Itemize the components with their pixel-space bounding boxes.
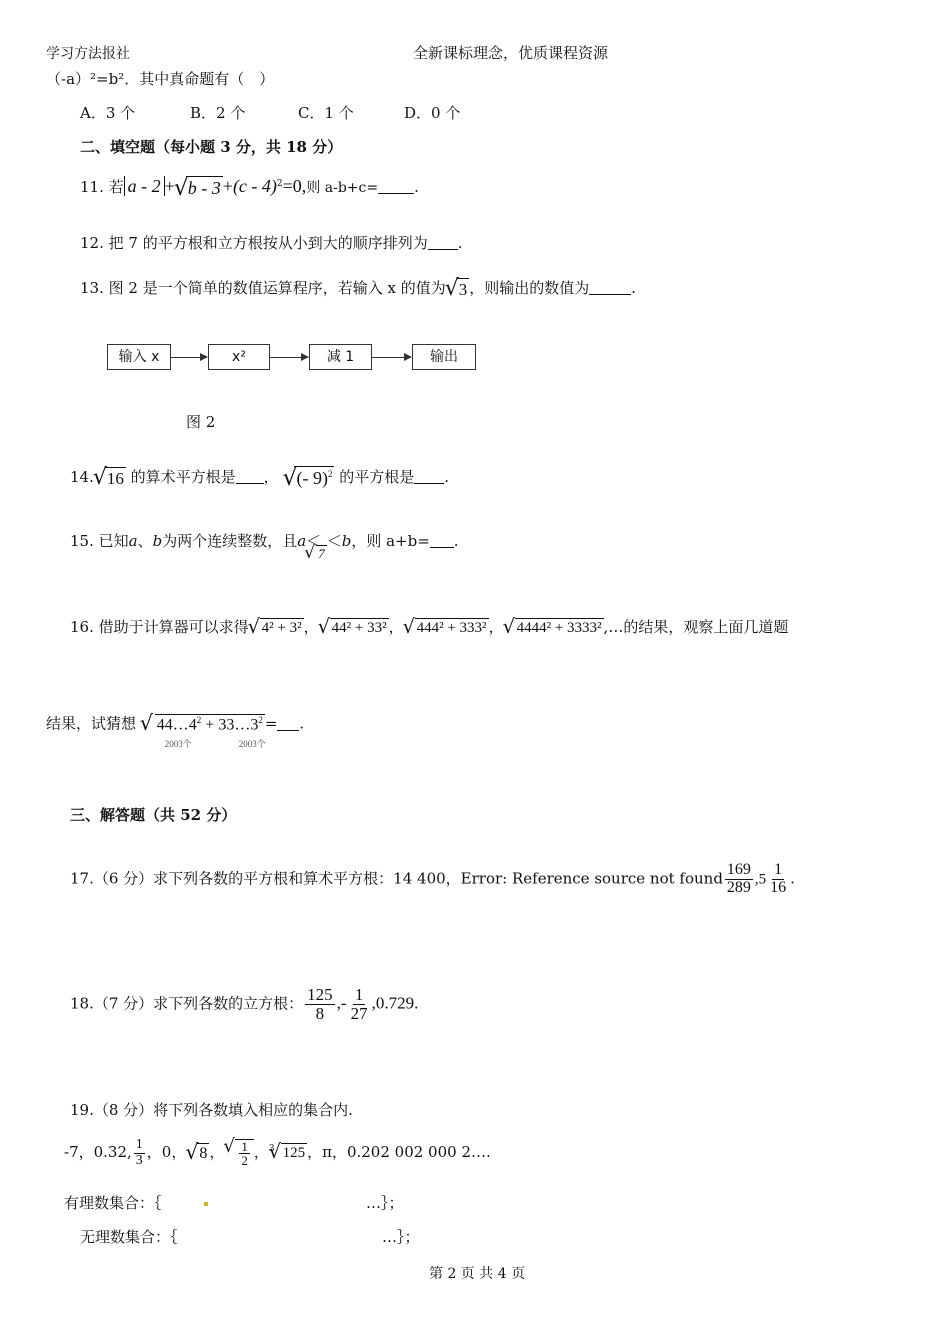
question-11	[80, 176, 419, 200]
flow-arrow-3	[371, 357, 411, 358]
rational-set-dot	[204, 1202, 208, 1206]
q15-end: .	[453, 532, 459, 550]
q14-blank-1	[236, 468, 264, 484]
q16b-rad	[155, 714, 266, 749]
question-12	[80, 234, 463, 252]
question-18	[70, 986, 418, 1023]
q11-plus2: +	[222, 176, 233, 196]
q12-blank	[428, 234, 458, 250]
choice-c: C．1 个	[298, 104, 354, 122]
q14-sqrt-1	[94, 467, 126, 489]
q18-frac-1	[305, 986, 335, 1023]
q13-tail: ，则输出的数值为	[469, 279, 590, 298]
q19b-f2d: 2	[241, 1153, 248, 1169]
rational-set-end: …｝；	[366, 1194, 404, 1212]
q15-text: 15. 已知	[70, 532, 129, 550]
q15-rad: 7	[318, 546, 325, 562]
q16-rad-4: 4444² + 3333²	[516, 620, 602, 637]
q16-sqrt-2	[319, 618, 389, 638]
question-13	[80, 278, 636, 300]
choice-a: A．3 个	[80, 104, 136, 122]
question-14	[70, 466, 449, 490]
q15-a2: a	[297, 532, 307, 550]
q15-lt1: ＜	[306, 532, 322, 550]
q12-end: .	[457, 234, 463, 252]
q19b-rad-3: 125	[282, 1145, 306, 1162]
q16-comma-1: ，	[303, 618, 319, 636]
question-15	[70, 532, 459, 562]
q15-tail: ，则 a+b=	[351, 532, 430, 550]
q14-blank-2	[414, 468, 444, 484]
q19b-tail: ，π，0.202 002 000 2….	[307, 1143, 491, 1162]
q19b-sqrt-3	[270, 1143, 308, 1163]
q19b-f1d: 3	[135, 1152, 143, 1168]
q16-rad-1: 4² + 3²	[261, 620, 302, 637]
question-19-numbers	[64, 1138, 491, 1168]
section-3-title: 三、解答题（共 52 分）	[70, 806, 237, 824]
q16b-text: 结果，试猜想	[46, 714, 137, 733]
q13-text: 13. 图 2 是一个简单的数值运算程序，若输入 x 的值为	[80, 279, 446, 298]
q17-f2n: 1	[774, 861, 783, 878]
section-2-title: 二、填空题（每小题 3 分，共 18 分）	[80, 138, 343, 156]
q17-text: 17.（6 分）求下列各数的平方根和算术平方根：14 400，Error: Reference source not found	[70, 869, 723, 888]
q16-rad-2: 44² + 33²	[331, 620, 387, 637]
question-16-guess	[46, 714, 305, 749]
q17-frac-1	[725, 862, 753, 897]
q19b-f1n: 1	[135, 1137, 143, 1152]
q16-comma-3: ，	[488, 618, 504, 636]
q11-eq: =0,	[282, 176, 307, 196]
page-footer: 第 2 页 共 4 页	[429, 1266, 526, 1282]
rational-set-label: 有理数集合：｛	[64, 1194, 162, 1212]
q18-frac-2	[349, 986, 370, 1023]
q16b-plus: +	[205, 716, 215, 734]
q11-tail: 则 a-b+c=	[306, 180, 379, 196]
q11-end: .	[414, 178, 419, 196]
q15-a: a	[128, 532, 138, 550]
q16-sqrt-1	[249, 618, 304, 638]
q18-sep: ,-	[336, 993, 347, 1013]
q11-sqrt	[175, 176, 223, 200]
q11-blank	[378, 178, 414, 194]
q13-end: .	[631, 279, 636, 298]
q14-end: .	[444, 467, 450, 486]
q16b-under-2: 2003个	[238, 739, 266, 749]
q16-sqrt-3	[404, 618, 489, 638]
header-center: 全新课标理念，优质课程资源	[413, 44, 609, 62]
q15-sep: 、	[137, 532, 153, 550]
q11-plus1: +	[164, 176, 175, 196]
choice-b: B．2 个	[190, 104, 246, 122]
q13-rad: 3	[458, 280, 468, 299]
q16b-part1: 44…4	[156, 716, 197, 734]
q19b-sqrt-1	[186, 1143, 209, 1164]
flow-box-output: 输出	[412, 344, 476, 370]
q16-tail: ,…的结果，观察上面几道题	[603, 618, 789, 636]
q17-f1n: 169	[726, 861, 751, 878]
q17-f1d: 289	[726, 878, 751, 896]
irrational-set-end: …｝；	[382, 1228, 420, 1246]
q13-sqrt	[446, 278, 470, 300]
q14-exp: 2	[327, 469, 333, 479]
flow-box-square: x²	[208, 344, 270, 370]
q16-text: 16. 借助于计算器可以求得	[70, 618, 249, 636]
q19b-c3: ，	[253, 1143, 269, 1162]
flow-arrow-2	[269, 357, 308, 358]
q19b-c2: ，	[209, 1143, 225, 1162]
q11-num: 11. 若	[80, 178, 124, 196]
q18-tail: ,0.729.	[371, 993, 419, 1013]
q11-rad: b - 3	[187, 178, 221, 199]
q17-frac-2	[768, 862, 788, 897]
q11-paren: (c - 4)	[232, 176, 277, 196]
q17-f2d: 16	[770, 878, 787, 896]
choice-d: D．0 个	[404, 104, 461, 122]
q16b-end: .	[299, 714, 305, 733]
q14-sqrt-2	[283, 466, 334, 490]
q14-num: 14.	[70, 467, 94, 486]
flow-box-minus: 减 1	[309, 344, 372, 370]
q12-text: 12. 把 7 的平方根和立方根按从小到大的顺序排列为	[80, 234, 428, 252]
question-16	[70, 618, 788, 638]
top-line: （-a）²=b²．其中真命题有（ ）	[46, 70, 275, 88]
q18-f1n: 125	[307, 985, 333, 1004]
q15-mid: 为两个连续整数，且	[162, 532, 298, 550]
q14-tail: 的平方根是	[339, 467, 415, 486]
q16b-eq: =	[264, 714, 278, 733]
q16-rad-3: 444² + 333²	[416, 620, 487, 637]
q14-sep: ，	[263, 467, 279, 486]
q17-sep: ,5	[754, 871, 767, 888]
q18-f2n: 1	[354, 985, 364, 1004]
q16b-sup1: 2	[196, 715, 202, 725]
q19b-c1: ，0，	[146, 1143, 187, 1162]
q19b-f2n: √ 1	[241, 1138, 248, 1154]
q13-blank	[589, 279, 631, 295]
figure-caption: 图 2	[186, 413, 216, 431]
q14-rad-2-wrap	[294, 466, 334, 490]
q15-sqrt	[305, 545, 327, 562]
q16b-sup2: 2	[258, 715, 263, 725]
flow-arrow-1	[170, 357, 207, 358]
flow-box-input: 输入 x	[107, 344, 171, 370]
question-17	[70, 862, 795, 897]
q14-rad-1: 16	[106, 468, 124, 488]
q18-f1d: 8	[315, 1003, 325, 1023]
q11-abs: a - 2	[124, 176, 165, 196]
q19b-frac-2	[239, 1140, 250, 1168]
irrational-set-label: 无理数集合：｛	[80, 1228, 178, 1246]
q16b-part2: 33…3	[218, 716, 259, 734]
q16-comma-2: ，	[388, 618, 404, 636]
q16b-blank	[277, 715, 299, 731]
question-19: 19.（8 分）将下列各数填入相应的集合内.	[70, 1101, 353, 1119]
q19b-sqrt-2	[224, 1139, 254, 1168]
q19b-rad-2	[235, 1139, 254, 1168]
q19b-pre: -7，0.32,	[64, 1143, 132, 1162]
q11-exp: 2	[276, 179, 283, 189]
q19b-cube-index: 3	[268, 1144, 275, 1155]
q15-lt2: ＜	[326, 532, 342, 550]
q18-f2d: 27	[350, 1003, 368, 1023]
q19b-frac-1	[134, 1138, 145, 1168]
q15-blank	[430, 532, 454, 548]
q19b-rad-1: 8	[199, 1144, 208, 1162]
q17-end: .	[790, 869, 795, 888]
q16b-under-1: 2003个	[164, 739, 192, 749]
q15-b2: b	[341, 532, 352, 550]
q16b-sqrt	[141, 714, 266, 749]
q15-b: b	[152, 532, 163, 550]
header-left: 学习方法报社	[46, 46, 130, 62]
q14-rad-2: (- 9)	[296, 468, 328, 488]
q16-sqrt-4	[504, 618, 604, 638]
q18-text: 18.（7 分）求下列各数的立方根：	[70, 994, 304, 1013]
q14-mid: 的算术平方根是	[130, 467, 236, 486]
